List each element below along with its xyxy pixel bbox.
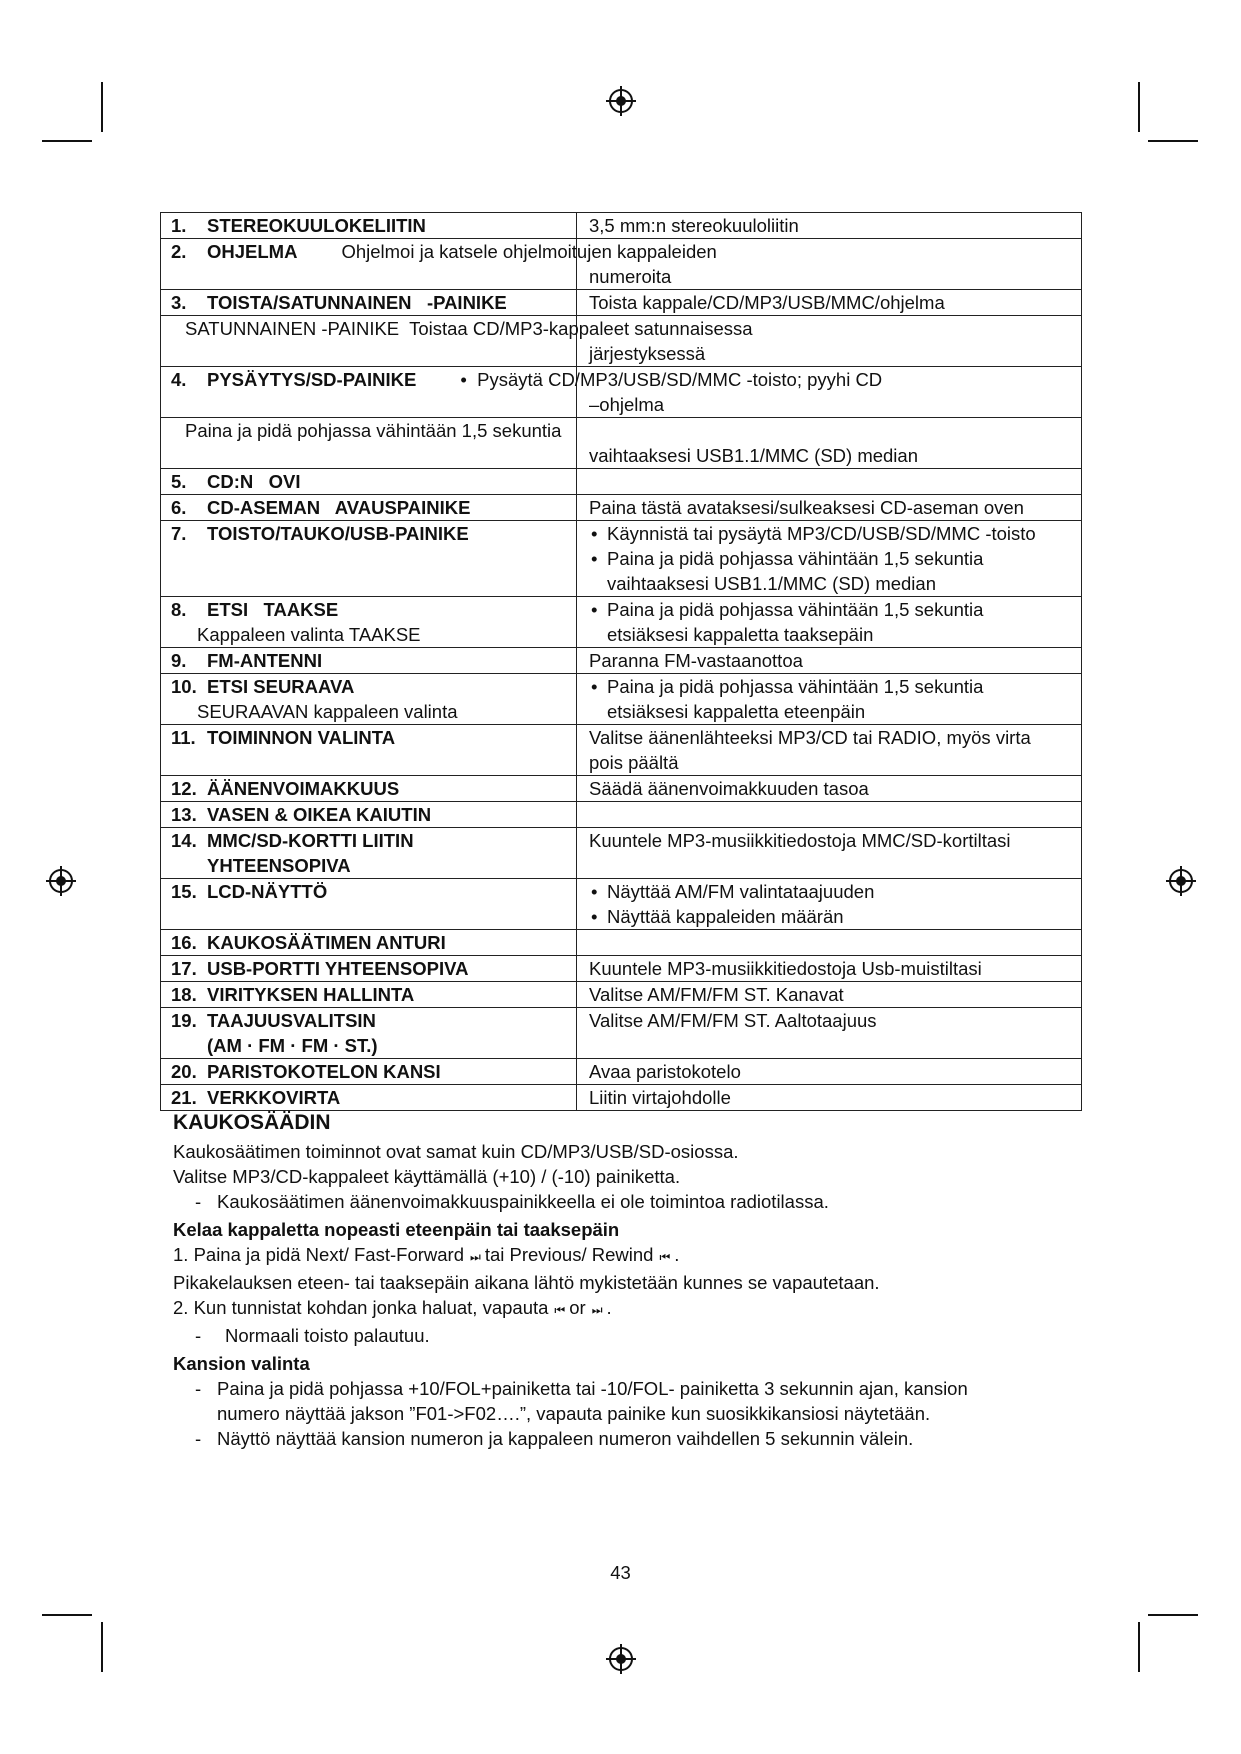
description-line: Valitse äänenlähteeksi MP3/CD tai RADIO, myös virta <box>589 727 1031 748</box>
table-row <box>161 316 1082 367</box>
feature-description-cell <box>577 725 1082 776</box>
dash-item: - Näyttö näyttää kansion numeron ja kappaleen numeron vaihdellen 5 sekunnin välein. <box>173 1426 1073 1451</box>
table-row <box>161 828 1082 879</box>
feature-name: LCD-NÄYTTÖ <box>207 881 328 902</box>
bullet-continuation: etsiäksesi kappaletta taaksepäin <box>607 624 874 645</box>
feature-name: MMC/SD-KORTTI LIITIN <box>207 830 414 851</box>
feature-number: 10. <box>171 676 197 697</box>
feature-description-cell <box>577 1008 1082 1059</box>
feature-name-cell <box>161 213 577 239</box>
table-row <box>161 367 1082 418</box>
feature-number: 4. <box>171 369 187 390</box>
description-line: Valitse AM/FM/FM ST. Aaltotaajuus <box>589 1010 877 1031</box>
feature-number: 7. <box>171 523 187 544</box>
dash-item: - Kaukosäätimen äänenvoimakkuuspainikkeella ei ole toimintoa radiotilassa. <box>173 1189 1073 1214</box>
feature-name-cell <box>161 930 577 956</box>
feature-name: ETSI SEURAAVA <box>207 676 355 697</box>
feature-line <box>171 725 566 750</box>
previous-icon: ⏮ <box>554 1303 564 1317</box>
feature-line <box>171 1059 566 1084</box>
description-line: numeroita <box>589 266 672 287</box>
feature-name-cell <box>161 469 577 495</box>
feature-number: 2. <box>171 241 187 262</box>
feature-number: 17. <box>171 958 197 979</box>
feature-description-cell <box>577 469 1082 495</box>
bullet-item: • Paina ja pidä pohjassa vähintään 1,5 sekuntia <box>589 674 1071 699</box>
feature-inline-text: • Pysäytä CD/MP3/USB/SD/MMC -toisto; pyyhi CD <box>460 369 883 390</box>
description-line: Säädä äänenvoimakkuuden tasoa <box>589 778 869 799</box>
crop-mark <box>1138 1622 1140 1672</box>
feature-number: 21. <box>171 1087 197 1108</box>
feature-description-cell <box>577 1085 1082 1111</box>
feature-name: STEREOKUULOKELIITIN <box>207 215 426 236</box>
feature-name: VIRITYKSEN HALLINTA <box>207 984 415 1005</box>
description-line: Paina tästä avataksesi/sulkeaksesi CD-aseman oven <box>589 497 1024 518</box>
description-line: vaihtaaksesi USB1.1/MMC (SD) median <box>589 445 918 466</box>
feature-line <box>171 213 566 238</box>
next-icon: ⏭ <box>470 1250 479 1264</box>
feature-name: USB-PORTTI YHTEENSOPIVA <box>207 958 469 979</box>
feature-line <box>171 879 566 904</box>
feature-description-cell <box>577 1059 1082 1085</box>
crop-mark <box>101 82 103 132</box>
paragraph: Valitse MP3/CD-kappaleet käyttämällä (+10) / (-10) painiketta. <box>173 1166 681 1187</box>
text: 2. Kun tunnistat kohdan jonka haluat, vapauta <box>173 1297 549 1318</box>
table-row <box>161 879 1082 930</box>
table-row <box>161 597 1082 648</box>
feature-name-cell <box>161 597 577 648</box>
text: . <box>606 1297 612 1318</box>
registration-mark-icon <box>606 1644 636 1674</box>
feature-name-cell <box>161 1059 577 1085</box>
description-line: Paranna FM-vastaanottoa <box>589 650 803 671</box>
feature-description-cell <box>577 879 1082 930</box>
feature-number: 14. <box>171 830 197 851</box>
table-row <box>161 1085 1082 1111</box>
feature-number: 15. <box>171 881 197 902</box>
feature-number: 3. <box>171 292 187 313</box>
feature-description-cell <box>577 776 1082 802</box>
feature-description-cell <box>577 597 1082 648</box>
subheading: Kansion valinta <box>173 1353 310 1374</box>
feature-name: CD-ASEMAN AVAUSPAINIKE <box>207 497 471 518</box>
feature-name: KAUKOSÄÄTIMEN ANTURI <box>207 932 446 953</box>
crop-mark <box>1148 1614 1198 1616</box>
feature-name: TAAJUUSVALITSIN <box>207 1010 376 1031</box>
feature-number: 1. <box>171 215 187 236</box>
bullet-item: • Paina ja pidä pohjassa vähintään 1,5 sekuntia <box>589 546 1071 571</box>
feature-description-cell <box>577 930 1082 956</box>
feature-number: 12. <box>171 778 197 799</box>
feature-name: TOISTA/SATUNNAINEN -PAINIKE <box>207 292 507 313</box>
feature-line <box>171 956 566 981</box>
paragraph <box>173 1295 1073 1323</box>
table-row <box>161 213 1082 239</box>
features-table <box>160 212 1082 1111</box>
feature-name: ETSI TAAKSE <box>207 599 339 620</box>
feature-number: 9. <box>171 650 187 671</box>
feature-inline-text: Ohjelmoi ja katsele ohjelmoitujen kappaleiden <box>341 241 717 262</box>
feature-line <box>171 469 566 494</box>
feature-line <box>171 597 566 622</box>
crop-mark <box>101 1622 103 1672</box>
features-table-body <box>161 213 1082 1111</box>
text: or <box>569 1297 586 1318</box>
feature-number: 8. <box>171 599 187 620</box>
dash-item: - Paina ja pidä pohjassa +10/FOL+painiketta tai -10/FOL- painiketta 3 sekunnin ajan, kansion <box>173 1376 1073 1401</box>
table-row <box>161 982 1082 1008</box>
feature-name-cell <box>161 418 577 469</box>
registration-mark-icon <box>1166 866 1196 896</box>
crop-mark <box>42 1614 92 1616</box>
feature-name: TOIMINNON VALINTA <box>207 727 396 748</box>
feature-name-cell <box>161 776 577 802</box>
description-line: järjestyksessä <box>589 343 706 364</box>
feature-name-cell <box>161 956 577 982</box>
table-row <box>161 521 1082 597</box>
feature-description-cell <box>577 213 1082 239</box>
crop-mark <box>42 140 92 142</box>
feature-line <box>171 930 566 955</box>
feature-line <box>171 648 566 673</box>
feature-line <box>171 802 566 827</box>
table-row <box>161 674 1082 725</box>
feature-name: TOISTO/TAUKO/USB-PAINIKE <box>207 523 469 544</box>
feature-number: 19. <box>171 1010 197 1031</box>
feature-line <box>171 521 566 546</box>
feature-name-cell <box>161 1085 577 1111</box>
crop-mark <box>1148 140 1198 142</box>
feature-line <box>171 776 566 801</box>
feature-description-cell <box>577 495 1082 521</box>
paragraph: Kaukosäätimen toiminnot ovat samat kuin CD/MP3/USB/SD-osiossa. <box>173 1141 739 1162</box>
feature-name: CD:N OVI <box>207 471 301 492</box>
feature-inline-text: Paina ja pidä pohjassa vähintään 1,5 sekuntia <box>185 420 562 441</box>
feature-line <box>171 367 883 392</box>
bullet-item: • Käynnistä tai pysäytä MP3/CD/USB/SD/MMC -toisto <box>589 521 1071 546</box>
feature-name-line2: YHTEENSOPIVA <box>207 855 351 876</box>
bullet-continuation: vaihtaaksesi USB1.1/MMC (SD) median <box>607 573 936 594</box>
feature-line <box>171 1008 566 1033</box>
feature-name-cell <box>161 1008 577 1059</box>
table-row <box>161 1008 1082 1059</box>
feature-name: PARISTOKOTELON KANSI <box>207 1061 441 1082</box>
feature-number: 5. <box>171 471 187 492</box>
table-row <box>161 1059 1082 1085</box>
feature-name-cell <box>161 521 577 597</box>
feature-number: 13. <box>171 804 197 825</box>
subheading: Kelaa kappaletta nopeasti eteenpäin tai taaksepäin <box>173 1219 620 1240</box>
feature-description-cell <box>577 648 1082 674</box>
feature-name-cell <box>161 802 577 828</box>
registration-mark-icon <box>606 86 636 116</box>
table-row <box>161 648 1082 674</box>
feature-description-cell <box>577 956 1082 982</box>
description-line: Valitse AM/FM/FM ST. Kanavat <box>589 984 844 1005</box>
feature-name: VASEN & OIKEA KAIUTIN <box>207 804 432 825</box>
feature-name: PYSÄYTYS/SD-PAINIKE <box>207 369 417 390</box>
feature-name-line2: (AM · FM · FM · ST.) <box>207 1035 378 1056</box>
feature-line <box>171 239 717 264</box>
description-line: Kuuntele MP3-musiikkitiedostoja Usb-muistiltasi <box>589 958 982 979</box>
feature-description-cell <box>577 290 1082 316</box>
previous-icon: ⏮ <box>659 1250 669 1264</box>
description-line: Toista kappale/CD/MP3/USB/MMC/ohjelma <box>589 292 945 313</box>
remote-control-section <box>173 1110 1073 1451</box>
description-line: Avaa paristokotelo <box>589 1061 741 1082</box>
feature-name-cell <box>161 879 577 930</box>
feature-name-cell <box>161 290 577 316</box>
feature-line <box>171 982 566 1007</box>
description-line: –ohjelma <box>589 394 665 415</box>
dash-item-continuation: numero näyttää jakson ”F01->F02….”, vapauta painike kun suosikkikansiosi näytetään. <box>217 1403 931 1424</box>
feature-number: 18. <box>171 984 197 1005</box>
feature-subtitle: SEURAAVAN kappaleen valinta <box>197 701 458 722</box>
text: tai Previous/ Rewind <box>484 1244 654 1265</box>
feature-name: VERKKOVIRTA <box>207 1087 341 1108</box>
description-line: Kuuntele MP3-musiikkitiedostoja MMC/SD-kortiltasi <box>589 830 1011 851</box>
crop-mark <box>1138 82 1140 132</box>
bullet-continuation: etsiäksesi kappaletta eteenpäin <box>607 701 866 722</box>
feature-line <box>171 418 566 443</box>
description-line: Liitin virtajohdolle <box>589 1087 731 1108</box>
feature-number: 6. <box>171 497 187 518</box>
feature-line <box>171 495 566 520</box>
table-row <box>161 418 1082 469</box>
table-row <box>161 776 1082 802</box>
table-row <box>161 956 1082 982</box>
feature-description-cell <box>577 802 1082 828</box>
feature-name-cell <box>161 495 577 521</box>
bullet-item: • Näyttää kappaleiden määrän <box>589 904 1071 929</box>
feature-description-cell <box>577 521 1082 597</box>
next-icon: ⏭ <box>591 1303 601 1317</box>
feature-name-cell <box>161 828 577 879</box>
feature-name: FM-ANTENNI <box>207 650 323 671</box>
feature-number: 11. <box>171 727 196 748</box>
feature-line <box>171 290 566 315</box>
feature-name-cell <box>161 982 577 1008</box>
feature-subtitle: Kappaleen valinta TAAKSE <box>197 624 421 645</box>
feature-line <box>171 674 566 699</box>
bullet-item: • Näyttää AM/FM valintataajuuden <box>589 879 1071 904</box>
description-line: pois päältä <box>589 752 679 773</box>
feature-description-cell <box>577 674 1082 725</box>
table-row <box>161 495 1082 521</box>
feature-name-cell <box>161 674 577 725</box>
page-number: 43 <box>610 1562 631 1583</box>
table-row <box>161 725 1082 776</box>
registration-mark-icon <box>46 866 76 896</box>
description-line: 3,5 mm:n stereokuuloliitin <box>589 215 799 236</box>
feature-name-cell <box>161 648 577 674</box>
table-row <box>161 930 1082 956</box>
dash-item: - Normaali toisto palautuu. <box>173 1323 1073 1348</box>
feature-line <box>171 316 753 341</box>
paragraph: Pikakelauksen eteen- tai taaksepäin aikana lähtö mykistetään kunnes se vapautetaan. <box>173 1272 880 1293</box>
feature-line <box>171 1085 566 1110</box>
text: 1. Paina ja pidä Next/ Fast-Forward <box>173 1244 464 1265</box>
table-row <box>161 802 1082 828</box>
feature-number: 16. <box>171 932 197 953</box>
feature-name: ÄÄNENVOIMAKKUUS <box>207 778 400 799</box>
bullet-item: • Paina ja pidä pohjassa vähintään 1,5 sekuntia <box>589 597 1071 622</box>
text: . <box>674 1244 680 1265</box>
feature-name-cell <box>161 725 577 776</box>
feature-number: 20. <box>171 1061 197 1082</box>
feature-line <box>171 828 566 853</box>
paragraph <box>173 1242 1073 1270</box>
feature-description-cell <box>577 982 1082 1008</box>
table-row <box>161 239 1082 290</box>
feature-description-cell <box>577 828 1082 879</box>
table-row <box>161 469 1082 495</box>
section-title: KAUKOSÄÄDIN <box>173 1111 331 1134</box>
table-row <box>161 290 1082 316</box>
feature-description-cell <box>577 418 1082 469</box>
feature-inline-text: SATUNNAINEN -PAINIKE Toistaa CD/MP3-kappaleet satunnaisessa <box>185 318 753 339</box>
feature-name: OHJELMA <box>207 241 298 262</box>
